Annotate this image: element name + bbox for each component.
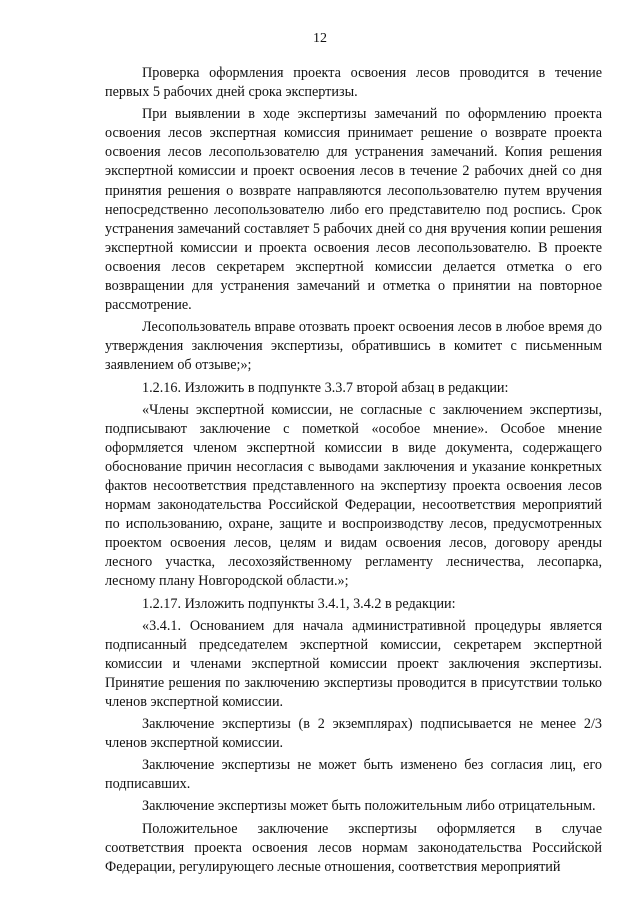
paragraph-signature-quorum: Заключение экспертизы (в 2 экземплярах) подписывается не менее 2/3 членов экспертной комиссии. [105, 716, 602, 752]
paragraph-item-1-2-17: 1.2.17. Изложить подпункты 3.4.1, 3.4.2 в редакции: [142, 595, 456, 612]
paragraph-no-change: Заключение экспертизы не может быть изменено без согласия лиц, его подписавших. [105, 757, 602, 793]
page-number: 12 [313, 31, 327, 46]
paragraph-positive-conclusion: Положительное заключение экспертизы оформляется в случае соответствия проекта освоения лесов нормам законодательства Российской Федерации, регулирующего лесные отношения, соответствия мероприятий [105, 820, 602, 875]
document-body [105, 64, 602, 877]
paragraph-item-1-2-16: 1.2.16. Изложить в подпункте 3.3.7 второй абзац в редакции: [142, 379, 509, 396]
paragraph-return-decision: При выявлении в ходе экспертизы замечаний по оформлению проекта освоения лесов экспертная комиссия принимает решение о возврате проекта освоения лесов лесопользователю для устранения замечаний. Копия решения экспертной комиссии и проект освоения лесов в течение 2 рабочих дней со дня принятия решения о возврате направляются лесопользователю путем вручения непосредственно лесопользователю либо его представителю под роспись. Срок устранения замечаний составляет 5 рабочих дней со дня вручения копии решения экспертной комиссии и проекта освоения лесов лесопользователю. В проекте освоения лесов секретарем экспертной комиссии делается отметка о его возвращении для устранения замечаний и отметка о принятии на повторное рассмотрение. [105, 106, 602, 314]
paragraph-3-4-1: «3.4.1. Основанием для начала административной процедуры является подписанный председателем экспертной комиссии, секретарем экспертной комиссии и членами экспертной комиссии проект заключения экспертизы. Принятие решения по заключению экспертизы проводится в присутствии только членов экспертной комиссии. [105, 617, 602, 710]
paragraph-withdrawal: Лесопользователь вправе отозвать проект освоения лесов в любое время до утверждения заключения экспертизы, обратившись в комитет с письменным заявлением об отзыве;»; [105, 319, 602, 374]
paragraph-conclusion-types: Заключение экспертизы может быть положительным либо отрицательным. [142, 798, 596, 815]
paragraph-check-period: Проверка оформления проекта освоения лесов проводится в течение первых 5 рабочих дней срока экспертизы. [105, 65, 602, 101]
paragraph-special-opinion: «Члены экспертной комиссии, не согласные с заключением экспертизы, подписывают заключение с пометкой «особое мнение». Особое мнение оформляется членом экспертной комиссии в виде документа, содержащего обоснование причин несогласия с выводами заключения и указание конкретных фактов несоответствия представленного на экспертизу проекта освоения лесов нормам законодательства Российской Федерации, несоответствия мероприятий по использованию, охране, защите и воспроизводству лесов, предусмотренных проектом освоения лесов, целям и видам освоения лесов, договору аренды лесного участка, лесохозяйственному регламенту лесничества, лесопарка, лесному плану Новгородской области.»; [105, 401, 602, 590]
